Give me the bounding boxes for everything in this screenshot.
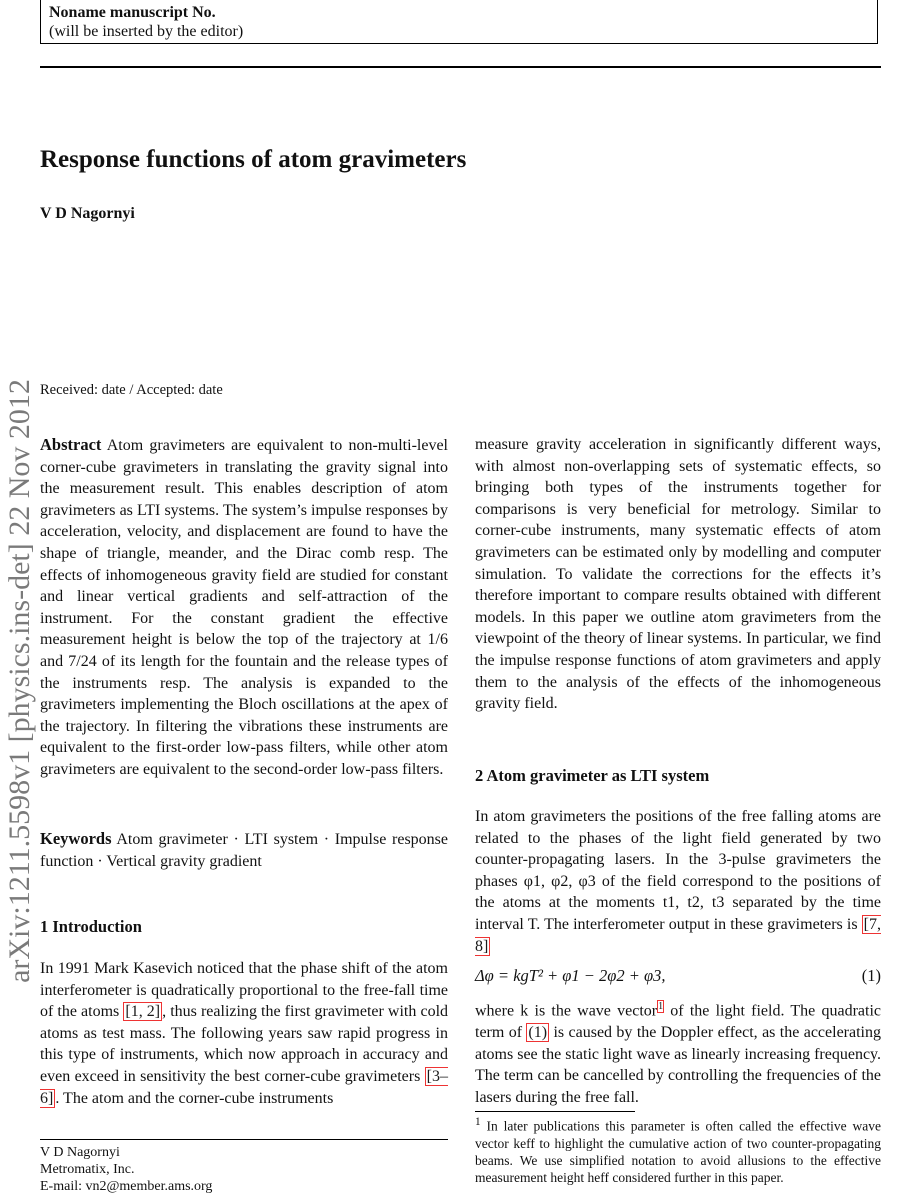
abstract-label: Abstract — [40, 435, 102, 454]
citation-link[interactable]: [7, 8] — [475, 915, 881, 955]
equation-text: Δφ = kgT² + φ1 − 2φ2 + φ3, — [475, 966, 666, 985]
intro-text-b: , thus realizing the first gravimeter with cold atoms as test mass. The following years saw rapid progress in this type of instruments, which now approach in accuracy and even exceed in sensitivity the best corner-cube gravimeters — [40, 1003, 449, 1085]
keywords-text: Atom gravimeter · LTI system · Impulse response function · Vertical gravity gradient — [40, 831, 449, 870]
section-heading-lti: 2 Atom gravimeter as LTI system — [475, 766, 710, 785]
section2-paragraph1 — [475, 806, 881, 957]
para2-text-c: is caused by the Doppler effect, as the accelerating atoms see the static light wave as linearly increasing frequency. The term can be cancelled by controlling the frequencies of the lasers during the free fall. — [475, 1023, 881, 1106]
footnote-text: In later publications this parameter is often called the effective wave vector keff to highlight the cumulative action of two counter-propagating beams. We use simplified notation to avoid allusions to the effective measurement height heff considered further in this paper. — [475, 1118, 881, 1186]
footnote-link[interactable]: 1 — [658, 1001, 664, 1012]
equation-1 — [475, 966, 881, 986]
footnote-rule — [475, 1111, 635, 1112]
para2-text-b: of the light field. The quadratic term of — [475, 1002, 881, 1041]
keywords — [40, 828, 448, 872]
manuscript-number: Noname manuscript No. — [49, 4, 216, 21]
received-date: Received: date / Accepted: date — [40, 382, 223, 398]
para2-text-a: where k is the wave vector — [475, 1002, 658, 1020]
citation-link[interactable]: [1, 2] — [125, 1003, 161, 1021]
section2-text: In atom gravimeters the positions of the free falling atoms are related to the phases of the light field generated by two counter-propagating lasers. In the 3-pulse gravimeters the phases φ1, φ2, φ3 of the field correspond to the positions of the atoms at the moments t1, t2, t3 separated by the time interval T. The interferometer output in these gravimeters is — [475, 808, 881, 933]
section-heading-introduction: 1 Introduction — [40, 917, 142, 936]
footnote-mark: 1 — [475, 1116, 481, 1128]
section2-paragraph2 — [475, 996, 881, 1108]
intro-text-c: . The atom and the corner-cube instruments — [55, 1089, 334, 1107]
equation-number: (1) — [861, 966, 881, 985]
introduction-paragraph — [40, 958, 448, 1109]
manuscript-note: (will be inserted by the editor) — [49, 23, 244, 40]
author-name: V D Nagornyi — [40, 205, 135, 222]
paper-title: Response functions of atom gravimeters — [40, 146, 467, 173]
intro-continued: measure gravity acceleration in significantly different ways, with almost non-overlapping sets of systematic effects, so bringing both types of the instruments together for comparisons is very beneficial for metrology. Similar to corner-cube instruments, many systematic effects of atom gravimeters can be estimated only by modelling and computer simulation. To validate the corrections for the effects it’s therefore important to compare results obtained with different models. In this paper we outline atom gravimeters from the viewpoint of the theory of linear systems. In particular, we find the impulse response functions of atom gravimeters and apply them to the analysis of the effects of the inhomogeneous gravity field. — [475, 436, 881, 713]
affiliation-name: V D Nagornyi — [40, 1145, 120, 1160]
manuscript-box — [40, 0, 878, 44]
affiliation-org: Metromatix, Inc. — [40, 1162, 135, 1177]
arxiv-stamp: arXiv:1211.5598v1 [physics.ins-det] 22 Nov 2012 — [3, 379, 36, 983]
affiliation — [40, 1144, 212, 1195]
footnote — [475, 1114, 881, 1186]
intro-text-a: In 1991 Mark Kasevich noticed that the phase shift of the atom interferometer is quadratically proportional to the free-fall time of the atoms — [40, 960, 448, 1021]
keywords-label: Keywords — [40, 829, 112, 848]
abstract — [40, 434, 448, 781]
equation-link[interactable]: (1) — [528, 1023, 548, 1041]
affiliation-email: E-mail: vn2@member.ams.org — [40, 1179, 213, 1194]
header-rule — [40, 66, 881, 68]
affiliation-rule — [40, 1139, 448, 1140]
abstract-text: Atom gravimeters are equivalent to non-multi-level corner-cube gravimeters in translating the gravity signal into the measurement result. This enables description of atom gravimeters as LTI systems. The system’s impulse responses by acceleration, velocity, and displacement are found to have the shape of triangle, meander, and the Dirac comb resp. The effects of inhomogeneous gravity field are studied for constant and linear vertical gradients and self-attraction of the instrument. For the constant gradient the effective measurement height is below the top of the trajectory at 1/6 and 7/24 of its length for the fountain and the release types of the instruments resp. The analysis is expanded to the gravimeters implementing the Bloch oscillations at the apex of the trajectory. In filtering the vibrations these instruments are equivalent to the first-order low-pass filters, while other atom gravimeters are equivalent to the second-order low-pass filters. — [40, 437, 448, 778]
citation-link[interactable]: [3–6] — [40, 1067, 448, 1107]
